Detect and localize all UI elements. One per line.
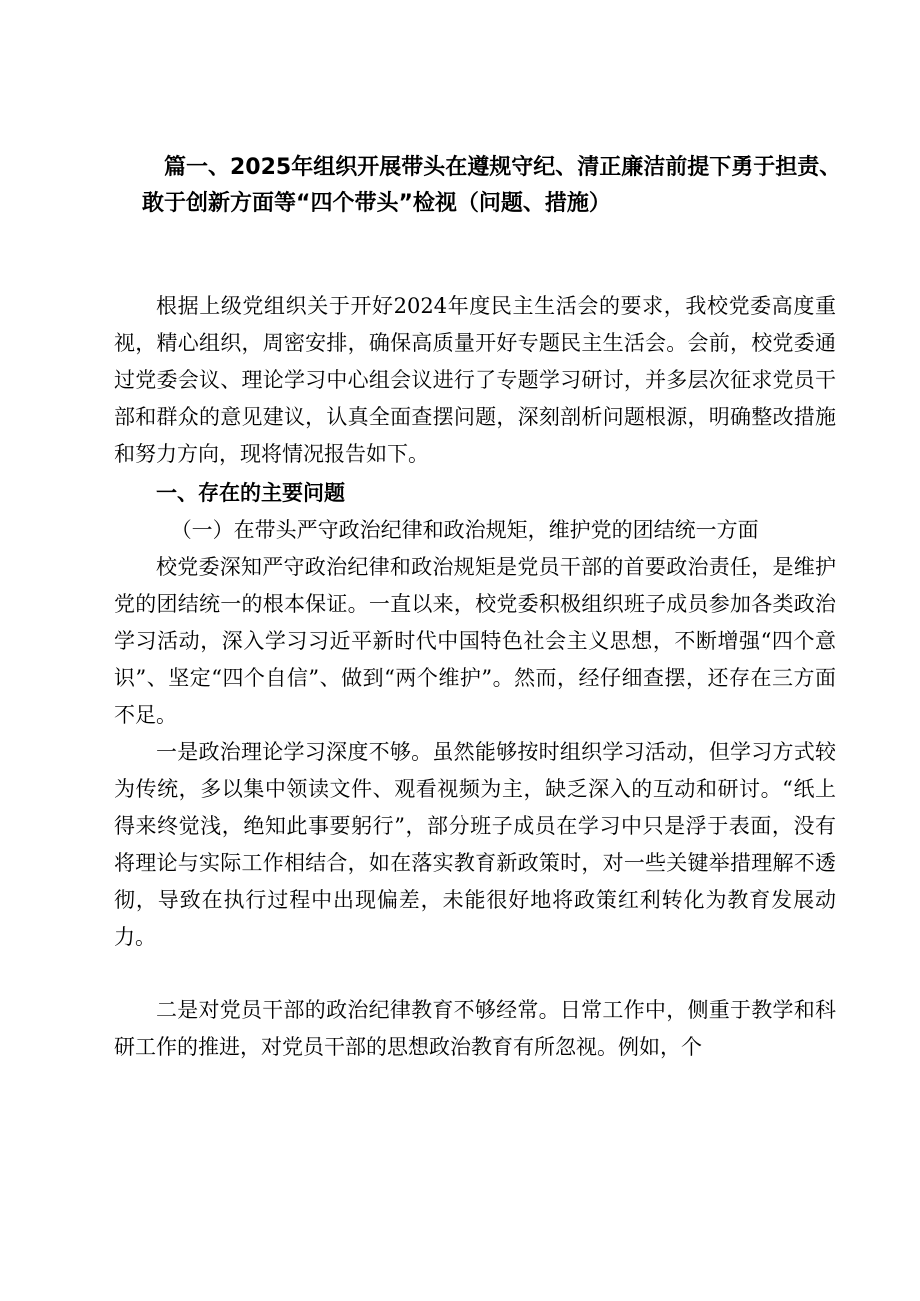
section-heading-main-problems: 一、存在的主要问题 bbox=[156, 481, 345, 505]
paragraph-discipline-education: 二是对党员干部的政治纪律教育不够经常。日常工作中，侧重于教学和科研工作的推进，对党员干部的思想政治教育有所忽视。例如，个 bbox=[114, 998, 836, 1059]
subsection-heading-political-discipline: （一）在带头严守政治纪律和政治规矩，维护党的团结统一方面 bbox=[170, 518, 759, 542]
document-body bbox=[114, 288, 836, 1066]
title-line-1: 篇一、2025年组织开展带头在遵规守纪、清正廉洁前提下勇于担责、 bbox=[164, 155, 842, 180]
document-title bbox=[118, 150, 842, 222]
title-line-2: 敢于创新方面等“四个带头”检视（问题、措施） bbox=[142, 191, 611, 216]
paragraph-political-discipline: 校党委深知严守政治纪律和政治规矩是党员干部的首要政治责任，是维护党的团结统一的根本保证。一直以来，校党委积极组织班子成员参加各类政治学习活动，深入学习习近平新时代中国特色社会主义思想，不断增强“四个意识”、坚定“四个自信”、做到“两个维护”。然而，经仔细查摆，还存在三方面不足。 bbox=[114, 555, 836, 727]
paragraph-theory-study: 一是政治理论学习深度不够。虽然能够按时组织学习活动，但学习方式较为传统，多以集中领读文件、观看视频为主，缺乏深入的互动和研讨。“纸上得来终觉浅，绝知此事要躬行”，部分班子成员在学习中只是浮于表面，没有将理论与实际工作相结合，如在落实教育新政策时，对一些关键举措理解不透彻，导致在执行过程中出现偏差，未能很好地将政策红利转化为教育发展动力。 bbox=[114, 740, 836, 949]
intro-paragraph: 根据上级党组织关于开好2024年度民主生活会的要求，我校党委高度重视，精心组织，周密安排，确保高质量开好专题民主生活会。会前，校党委通过党委会议、理论学习中心组会议进行了专题学习研讨，并多层次征求党员干部和群众的意见建议，认真全面查摆问题，深刻剖析问题根源，明确整改措施和努力方向，现将情况报告如下。 bbox=[114, 294, 836, 466]
